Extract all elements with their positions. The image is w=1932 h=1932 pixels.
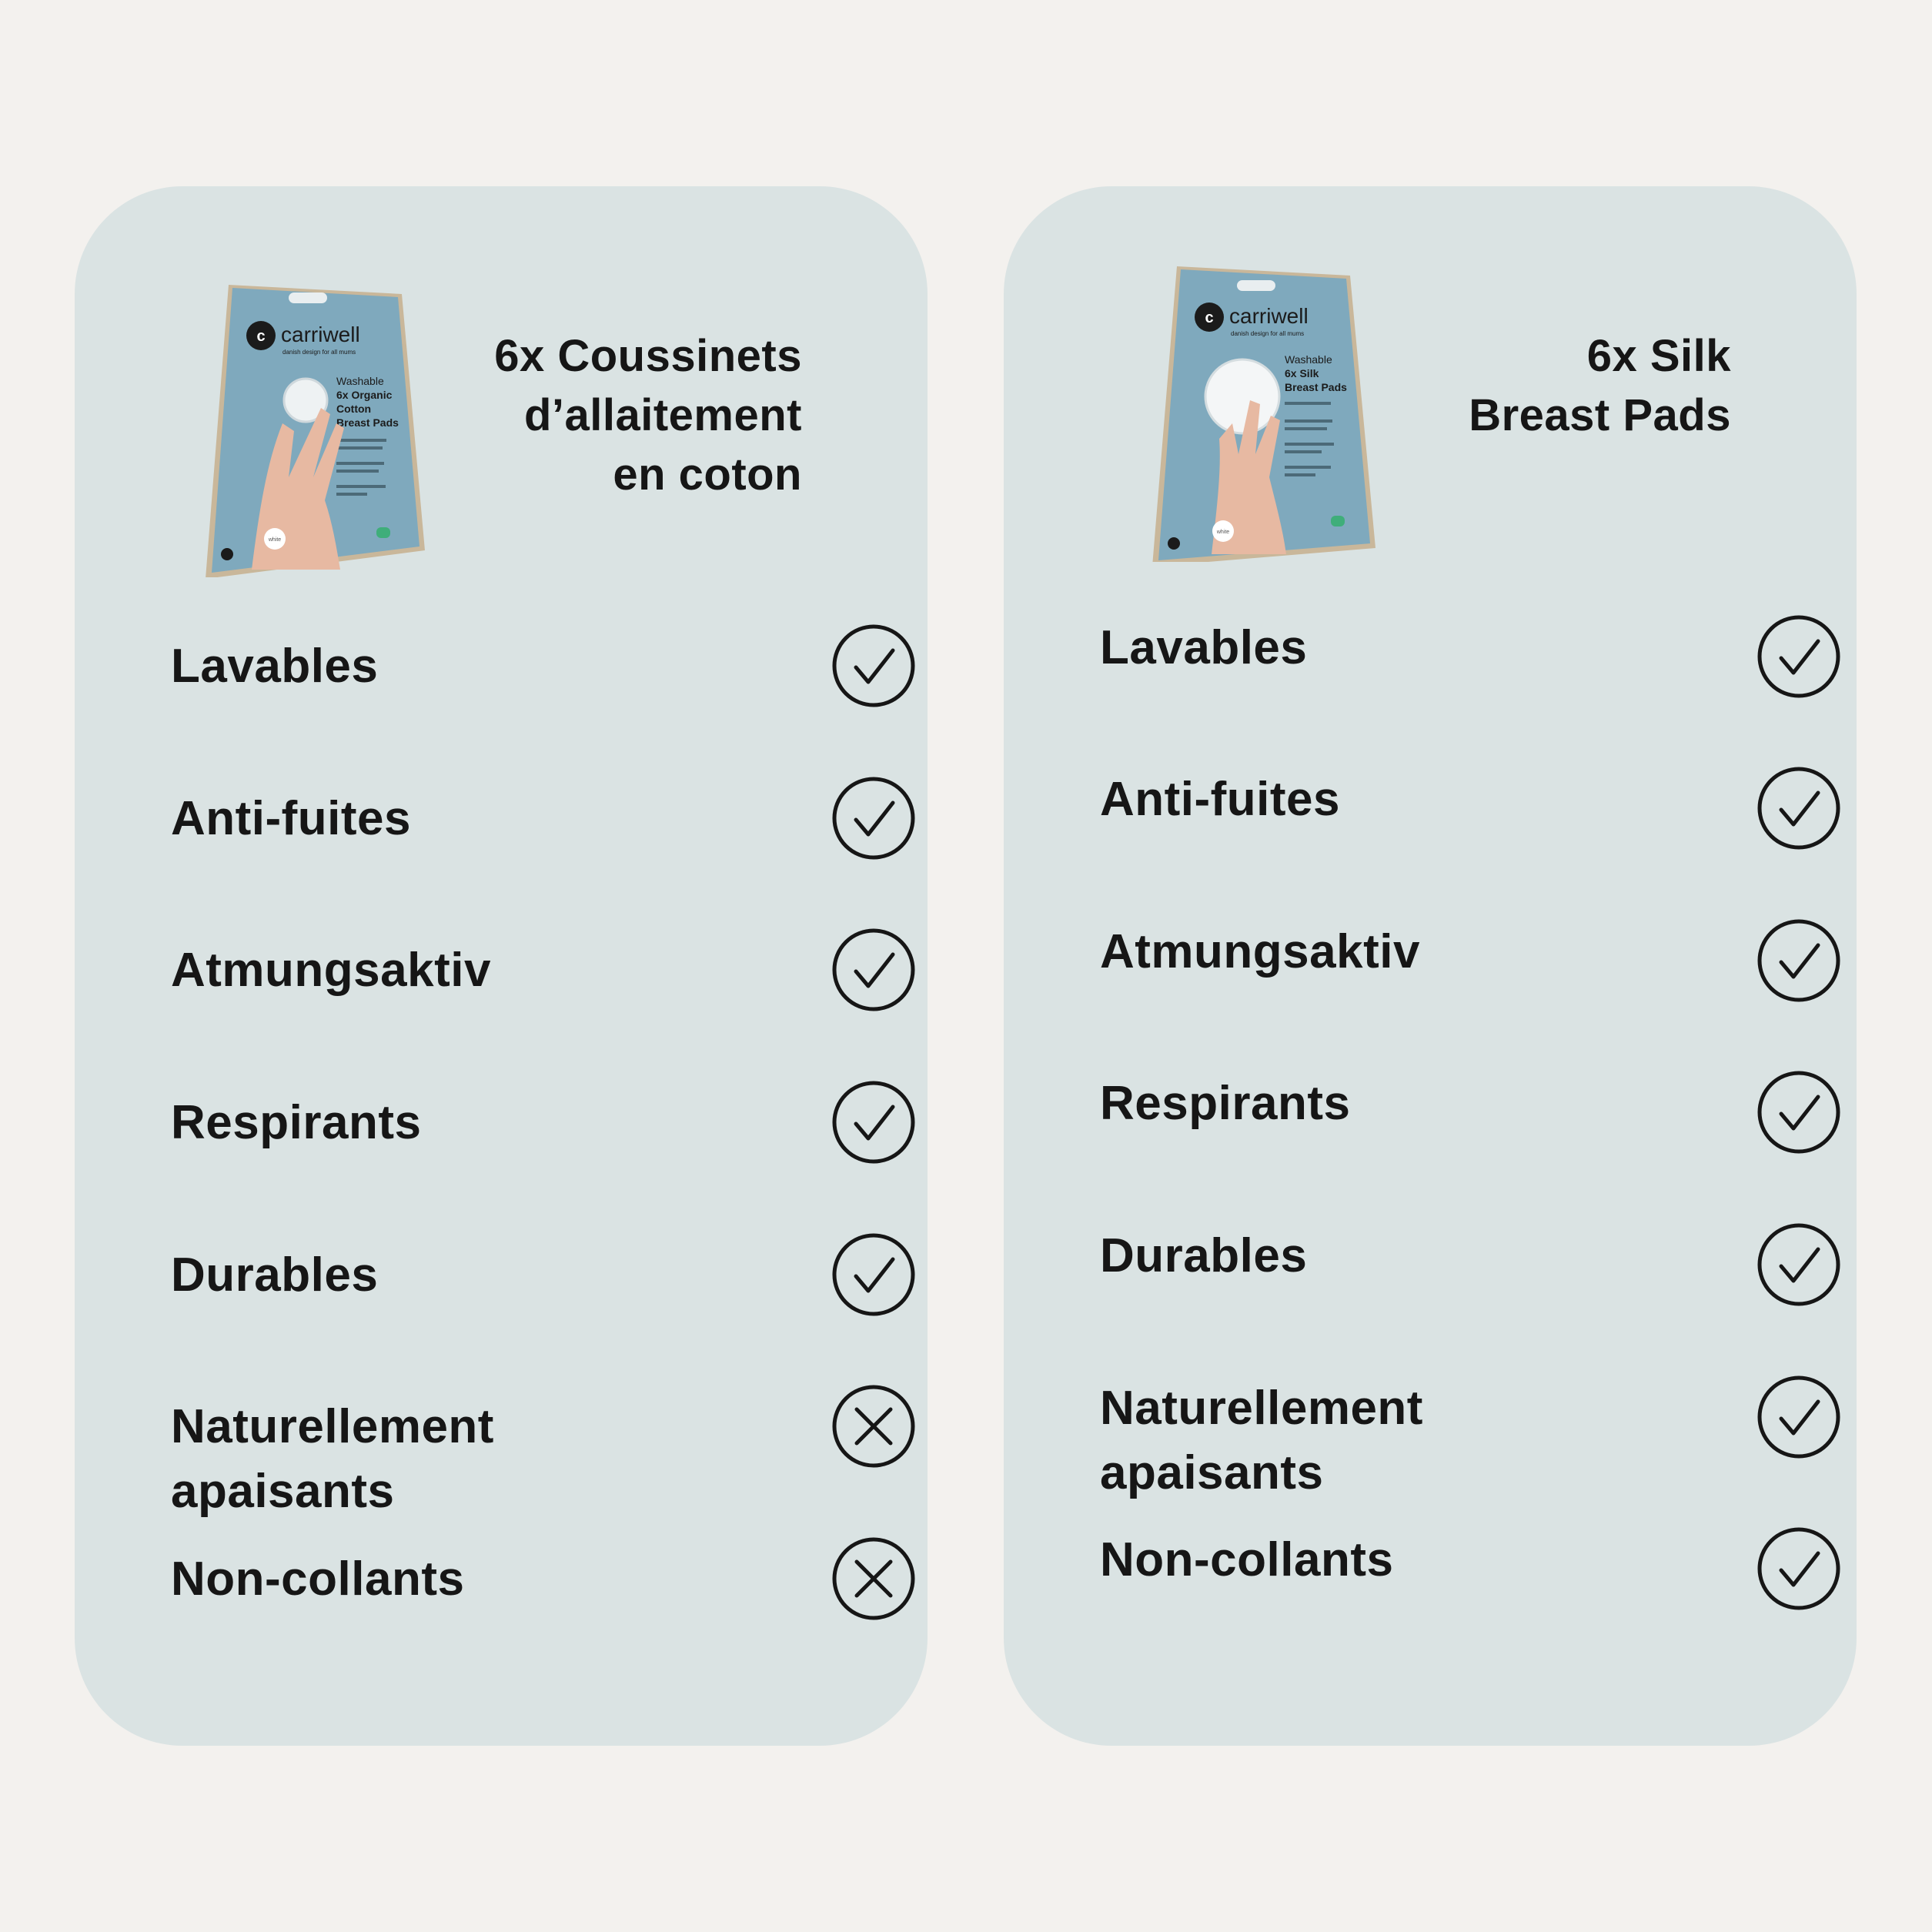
- feature-label: Non-collants: [1100, 1533, 1394, 1586]
- product-title: 6x Coussinets d’allaitement en coton: [494, 331, 802, 500]
- feature-label: Durables: [171, 1248, 379, 1302]
- svg-text:Cotton: Cotton: [336, 403, 372, 415]
- feature-row-lavables: [1100, 616, 1857, 708]
- feature-label: Lavables: [1100, 621, 1308, 674]
- feature-label: Naturellement apaisants: [1100, 1382, 1423, 1499]
- feature-row-lavables: [171, 634, 928, 727]
- cross-icon: [831, 1536, 916, 1621]
- feature-label: Respirants: [1100, 1077, 1351, 1130]
- feature-row-non-collants: [171, 1547, 928, 1640]
- svg-text:6x Organic: 6x Organic: [336, 389, 393, 401]
- svg-text:danish design for all mums: danish design for all mums: [282, 349, 356, 356]
- svg-text:Washable: Washable: [336, 375, 384, 387]
- feature-row-naturellement-apaisants: [171, 1395, 928, 1518]
- product-card-cotton: [75, 186, 928, 1746]
- feature-label: Naturellement apaisants: [171, 1400, 494, 1518]
- feature-row-respirants: [1100, 1071, 1857, 1164]
- feature-label: Respirants: [171, 1096, 422, 1149]
- check-icon: [1757, 1526, 1841, 1611]
- svg-text:c: c: [256, 328, 266, 345]
- svg-text:Breast Pads: Breast Pads: [1285, 381, 1347, 393]
- check-icon: [831, 928, 916, 1012]
- svg-text:Washable: Washable: [1285, 353, 1332, 366]
- feature-list: [1100, 186, 1857, 1746]
- check-icon: [831, 623, 916, 708]
- svg-text:carriwell: carriwell: [281, 323, 360, 346]
- product-title: 6x Silk Breast Pads: [1469, 331, 1731, 440]
- feature-label: Atmungsaktiv: [1100, 925, 1420, 978]
- feature-row-naturellement-apaisants: [1100, 1376, 1857, 1499]
- cross-icon: [831, 1384, 916, 1469]
- feature-row-anti-fuites: [1100, 767, 1857, 860]
- product-card-silk: [1004, 186, 1857, 1746]
- feature-label: Lavables: [171, 640, 379, 693]
- svg-text:danish design for all mums: danish design for all mums: [1231, 330, 1305, 337]
- svg-text:c: c: [1205, 309, 1214, 326]
- check-icon: [1757, 1222, 1841, 1307]
- feature-label: Non-collants: [171, 1553, 465, 1606]
- feature-label: Anti-fuites: [1100, 773, 1341, 826]
- check-icon: [1757, 1375, 1841, 1459]
- feature-row-atmungsaktiv: [171, 938, 928, 1031]
- feature-label: Atmungsaktiv: [171, 944, 491, 997]
- svg-text:carriwell: carriwell: [1229, 304, 1309, 328]
- svg-text:Breast Pads: Breast Pads: [336, 416, 399, 429]
- svg-text:white: white: [1216, 530, 1230, 535]
- feature-label: Anti-fuites: [171, 792, 412, 845]
- svg-text:6x Silk: 6x Silk: [1285, 367, 1319, 379]
- feature-row-atmungsaktiv: [1100, 920, 1857, 1012]
- feature-row-non-collants: [1100, 1528, 1857, 1620]
- check-icon: [1757, 766, 1841, 851]
- check-icon: [831, 1080, 916, 1165]
- feature-row-anti-fuites: [171, 787, 928, 879]
- check-icon: [831, 776, 916, 861]
- check-icon: [1757, 1070, 1841, 1155]
- feature-label: Durables: [1100, 1229, 1308, 1282]
- svg-text:white: white: [268, 537, 282, 543]
- feature-row-durables: [1100, 1224, 1857, 1316]
- check-icon: [1757, 918, 1841, 1003]
- check-icon: [831, 1232, 916, 1317]
- feature-list: [171, 186, 928, 1746]
- feature-row-durables: [171, 1243, 928, 1335]
- feature-row-respirants: [171, 1091, 928, 1183]
- check-icon: [1757, 614, 1841, 699]
